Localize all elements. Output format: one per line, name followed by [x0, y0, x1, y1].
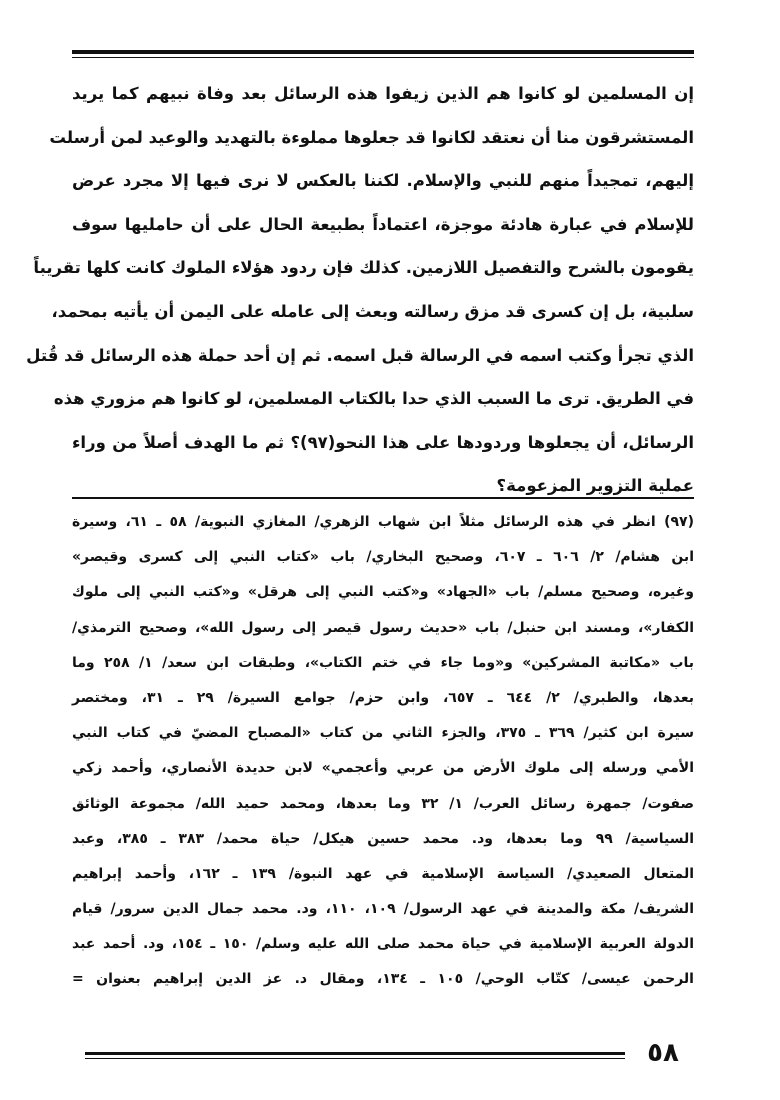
- footnote-line: الشريف/ مكة والمدينة في عهد الرسول/ ١٠٩، ١١٠، ود. محمد جمال الدين سرور/ قيام: [72, 901, 694, 918]
- main-line: إن المسلمين لو كانوا هم الذين زيفوا هذه الرسائل بعد وفاة نبيهم كما يريد: [72, 84, 694, 103]
- main-line: الذي تجرأ وكتب اسمه في الرسالة قبل اسمه. ثم إن أحد حملة هذه الرسائل قد قُتل: [26, 345, 694, 365]
- main-line: للإسلام في عبارة هادئة موجزة، اعتماداً بطبيعة الحال على أن حامليها سوف: [72, 214, 694, 234]
- footnote-line: الكفار»، ومسند ابن حنبل/ باب «حديث رسول قيصر إلى رسول الله»، وصحيح الترمذي/: [72, 619, 694, 636]
- main-line: إليهم، تمجيداً منهم للنبي والإسلام. لكننا بالعكس لا نرى فيها إلا مجرد عرض: [72, 171, 694, 191]
- main-line: المستشرقون منا أن نعتقد لكانوا قد جعلوها مملوءة بالتهديد والوعيد لمن أرسلت: [49, 127, 694, 147]
- footnote-line: (٩٧) انظر في هذه الرسائل مثلاً ابن شهاب الزهري/ المغازي النبوية/ ٥٨ ـ ٦١، وسيرة: [72, 514, 694, 530]
- main-line: الرسائل، أن يجعلوها وردودها على هذا النحو(٩٧)؟ ثم ما الهدف أصلاً من وراء: [72, 432, 694, 452]
- main-line: سلبية، بل إن كسرى قد مزق رسالته وبعث إلى عامله على اليمن أن يأتيه بمحمد،: [51, 301, 694, 321]
- footnote-line: وغيره، وصحيح مسلم/ باب «الجهاد» و«كتب النبي إلى هرقل» و«كتب النبي إلى ملوك: [72, 584, 694, 601]
- footnote-line: السياسية/ ٩٩ وما بعدها، ود. محمد حسين هيكل/ حياة محمد/ ٣٨٣ ـ ٣٨٥، وعبد: [72, 830, 695, 847]
- main-line: يقومون بالشرح والتفصيل اللازمين. كذلك فإن ردود هؤلاء الملوك كانت كلها تقريباً: [33, 258, 694, 278]
- footnote-line: بعدها، والطبري/ ٢/ ٦٤٤ ـ ٦٥٧، وابن حزم/ جوامع السيرة/ ٢٩ ـ ٣١، ومختصر: [72, 689, 694, 706]
- footnote-separator: [72, 497, 694, 499]
- footnote-line: ابن هشام/ ٢/ ٦٠٦ ـ ٦٠٧، وصحيح البخاري/ باب «كتاب النبي إلى كسرى وقيصر»: [72, 549, 694, 566]
- footer-rule-thin: [85, 1058, 625, 1059]
- footnote-line: الدولة العربية الإسلامية في حياة محمد صلى الله عليه وسلم/ ١٥٠ ـ ١٥٤، ود. أحمد عبد: [72, 936, 694, 953]
- main-paragraph: [26, 72, 694, 508]
- header-rule: [72, 50, 694, 54]
- main-line: في الطريق. ترى ما السبب الذي حدا بالكتاب المسلمين، لو كانوا هم مزوري هذه: [53, 389, 694, 409]
- main-line: عملية التزوير المزعومة؟: [496, 476, 694, 496]
- page-number: ٥٨: [647, 1038, 679, 1068]
- footer-rule: [85, 1052, 625, 1055]
- footnote-line: سيرة ابن كثير/ ٣٦٩ ـ ٣٧٥، والجزء الثاني من كتاب «المصباح المضيّ في كتاب النبي: [72, 725, 694, 742]
- footnote-line: صفوت/ جمهرة رسائل العرب/ ١/ ٣٢ وما بعدها، ومحمد حميد الله/ مجموعة الوثائق: [72, 795, 694, 812]
- footnote-line: الأمي ورسله إلى ملوك الأرض من عربي وأعجمي» لابن حديدة الأنصاري، وأحمد زكي: [72, 760, 694, 777]
- footnote-block: [72, 505, 694, 998]
- footnote-line: باب «مكاتبة المشركين» و«وما جاء في ختم الكتاب»، وطبقات ابن سعد/ ١/ ٢٥٨ وما: [72, 654, 694, 671]
- footnote-line: المتعال الصعيدي/ السياسة الإسلامية في عهد النبوة/ ١٣٩ ـ ١٦٢، وأحمد إبراهيم: [72, 865, 694, 882]
- header-rule-thin: [72, 57, 694, 58]
- footnote-line: الرحمن عيسى/ كتّاب الوحي/ ١٠٥ ـ ١٣٤، ومقال د. عز الدين إبراهيم بعنوان =: [72, 971, 694, 988]
